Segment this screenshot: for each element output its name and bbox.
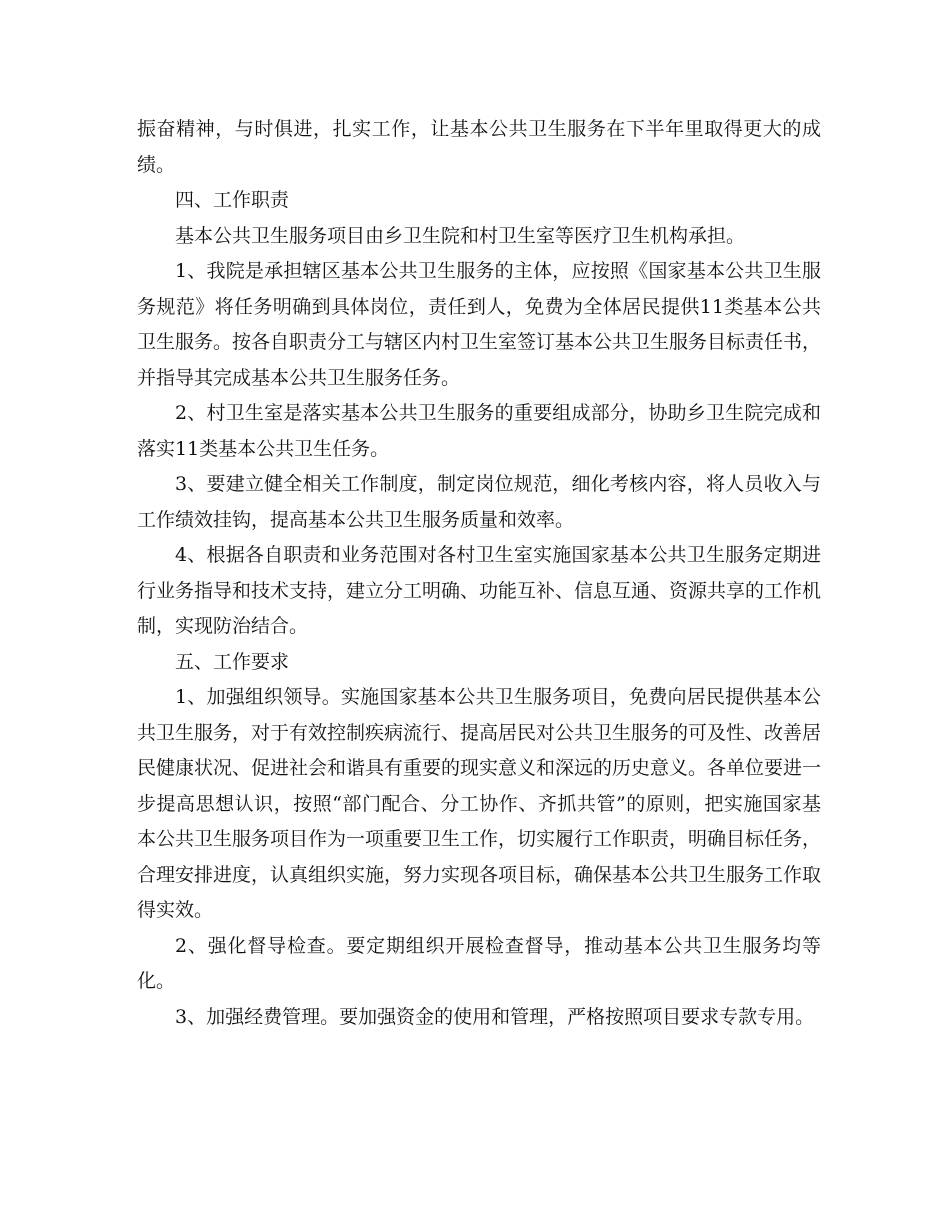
paragraph-continuation: 振奋精神，与时俱进，扎实工作，让基本公共卫生服务在下半年里取得更大的成绩。 [137,118,821,176]
paragraph-duty-1: 1、我院是承担辖区基本公共卫生服务的主体，应按照《国家基本公共卫生服务规范》将任务明确到具体岗位，责任到人，免费为全体居民提供11类基本公共卫生服务。按各自职责分工与辖区内村卫生室签订基本公共卫生服务目标责任书，并指导其完成基本公共卫生服务任务。 [137,260,822,389]
paragraph-requirement-3: 3、加强经费管理。要加强资金的使用和管理，严格按照项目要求专款专用。 [175,1005,815,1028]
section-heading-duties: 四、工作职责 [175,189,290,211]
paragraph-duties-intro: 基本公共卫生服务项目由乡卫生院和村卫生室等医疗卫生机构承担。 [175,224,746,247]
paragraph-requirement-2: 2、强化督导检查。要定期组织开展检查督导，推动基本公共卫生服务均等化。 [137,934,821,992]
section-heading-requirements: 五、工作要求 [175,650,290,673]
document-body [137,112,821,1035]
paragraph-duty-3: 3、要建立健全相关工作制度，制定岗位规范，细化考核内容，将人员收入与工作绩效挂钩，提高基本公共卫生服务质量和效率。 [137,473,821,531]
paragraph-requirement-1: 1、加强组织领导。实施国家基本公共卫生服务项目，免费向居民提供基本公共卫生服务，对于有效控制疾病流行、提高居民对公共卫生服务的可及性、改善居民健康状况、促进社会和谐具有重要的现实意义和深远的历史意义。各单位要进一步提高思想认识，按照“部门配合、分工协作、齐抓共管”的原则，把实施国家基本公共卫生服务项目作为一项重要卫生工作，切实履行工作职责，明确目标任务，合理安排进度，认真组织实施，努力实现各项目标，确保基本公共卫生服务工作取得实效。 [137,686,822,921]
paragraph-duty-2: 2、村卫生室是落实基本公共卫生服务的重要组成部分，协助乡卫生院完成和落实11类基本公共卫生任务。 [137,402,821,460]
paragraph-duty-4: 4、根据各自职责和业务范围对各村卫生室实施国家基本公共卫生服务定期进行业务指导和技术支持，建立分工明确、功能互补、信息互通、资源共享的工作机制，实现防治结合。 [137,544,822,637]
